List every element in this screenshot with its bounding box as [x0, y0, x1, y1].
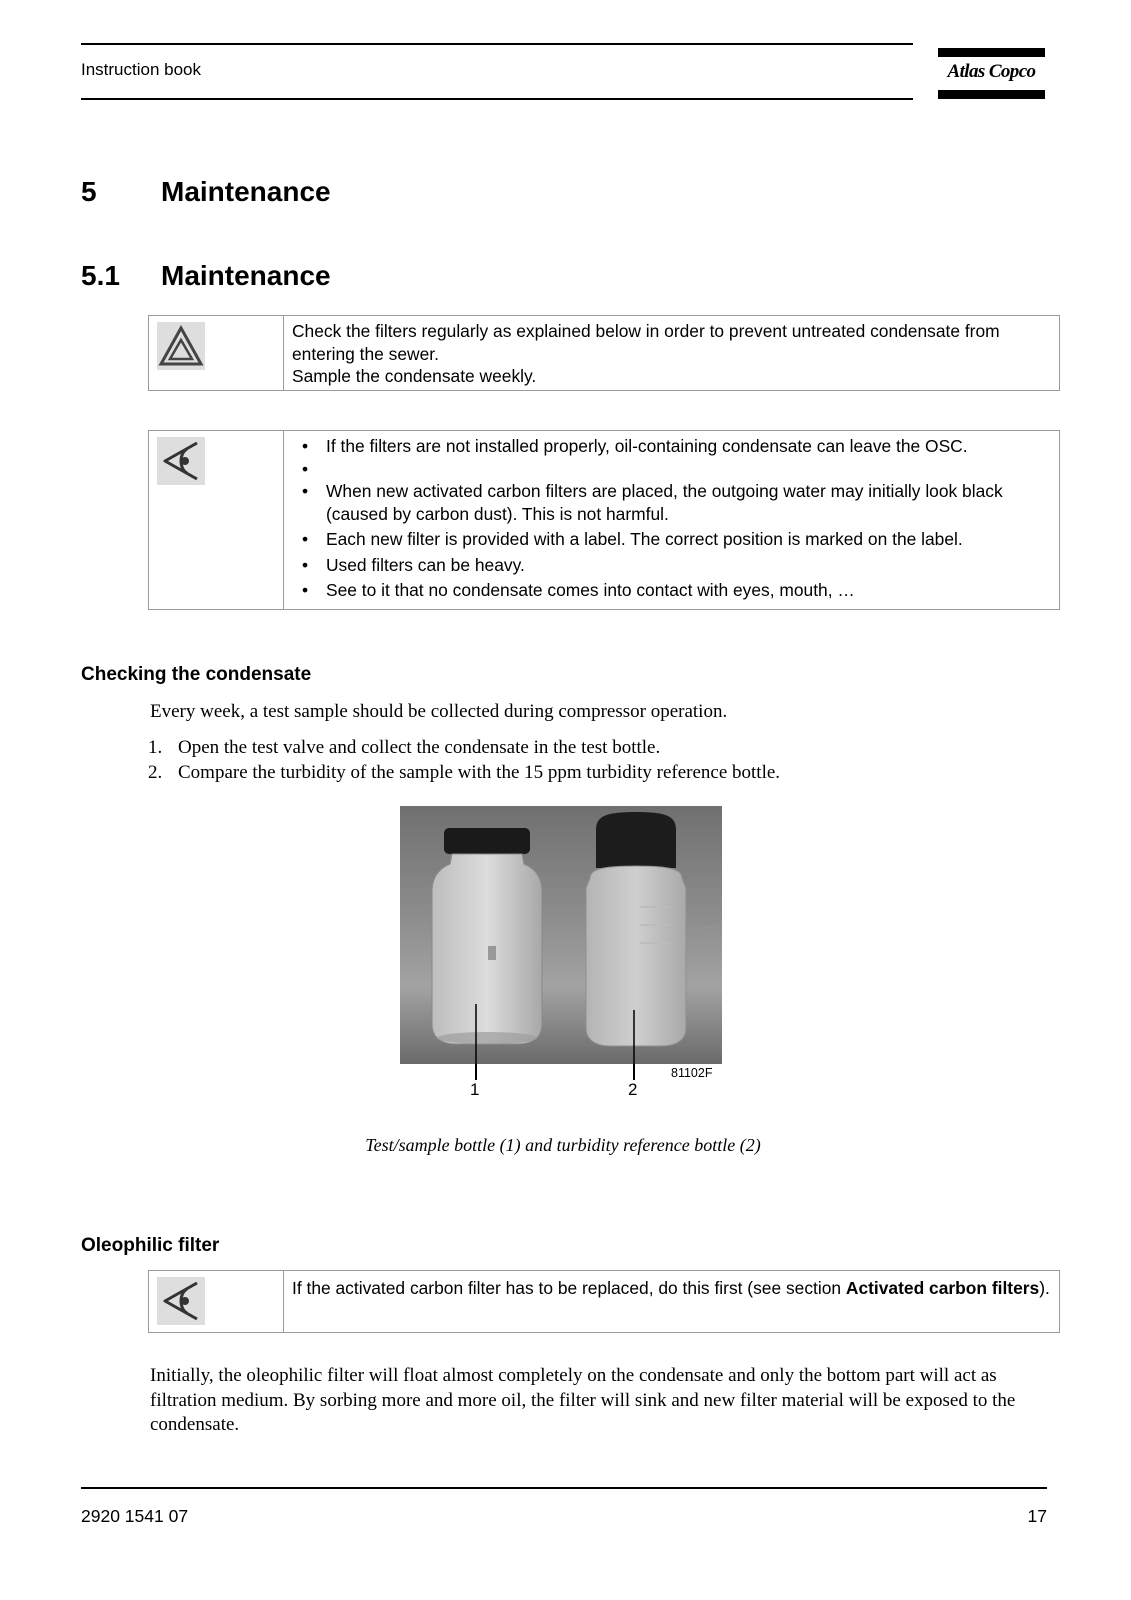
- warning-line-1: Check the filters regularly as explained below in order to prevent untreated condensate from entering the sewer.: [292, 321, 1000, 364]
- section-number: 5.1: [81, 260, 120, 291]
- note-text-after: ).: [1039, 1278, 1050, 1298]
- step-2-number: 2.: [148, 761, 163, 783]
- activated-carbon-filters-ref: Activated carbon filters: [845, 1278, 1040, 1298]
- note-bullet-2: [292, 458, 1055, 481]
- header-top-rule: [81, 43, 913, 45]
- footer-rule: [81, 1487, 1047, 1489]
- section-heading: [81, 260, 581, 296]
- checking-steps: [148, 736, 1048, 785]
- info-note-box: [148, 430, 1060, 610]
- step-1-number: 1.: [148, 737, 163, 758]
- bottles-photo: [400, 806, 722, 1064]
- logo-wordmark: Atlas Copco: [947, 61, 1036, 82]
- warning-note-box: [148, 315, 1060, 391]
- atlas-copco-logo: [938, 48, 1045, 100]
- header-bottom-rule: [81, 98, 913, 100]
- header-title: Instruction book: [81, 60, 202, 79]
- warning-triangle-icon: [157, 322, 205, 370]
- checking-heading: Checking the condensate: [81, 664, 312, 685]
- chapter-heading: [81, 176, 581, 212]
- eye-icon: [157, 437, 205, 485]
- warning-text: [292, 320, 1055, 388]
- note-bullet-3: • When new activated carbon filters are placed, the outgoing water may initially look black (caused by carbon dust). This is not harmful.: [292, 480, 1055, 525]
- oleophilic-paragraph: Initially, the oleophilic filter will float almost completely on the condensate and only the bottom part will act as filtration medium. By sorbing more and more oil, the filter will sink and new filter material will be exposed to the condensate.: [150, 1365, 1016, 1435]
- step-2-text: Compare the turbidity of the sample with the 15 ppm turbidity reference bottle.: [178, 761, 781, 783]
- callout-label-2: 2: [628, 1080, 638, 1099]
- warning-line-2: Sample the condensate weekly.: [292, 366, 537, 386]
- note-bullet-list: [292, 435, 1055, 602]
- chapter-title: Maintenance: [161, 176, 331, 207]
- note-text-before: If the activated carbon filter has to be replaced, do this first (see section: [292, 1278, 846, 1298]
- callout-line-1: [475, 1064, 477, 1080]
- note-bullet-6: • See to it that no condensate comes into contact with eyes, mouth, …: [292, 579, 1055, 602]
- chapter-number: 5: [81, 176, 97, 207]
- oleophilic-note-text: [292, 1277, 1055, 1300]
- footer-page-number: 17: [1027, 1506, 1047, 1526]
- checking-intro: Every week, a test sample should be collected during compressor operation.: [150, 701, 728, 722]
- section-title: Maintenance: [161, 260, 331, 291]
- callout-line-2: [633, 1064, 635, 1080]
- note-bullet-1: • If the filters are not installed properly, oil-containing condensate can leave the OSC.: [292, 435, 1055, 458]
- step-2: [148, 761, 1048, 786]
- note-bullet-4: • Each new filter is provided with a label. The correct position is marked on the label.: [292, 528, 1055, 551]
- callout-label-1: 1: [470, 1080, 480, 1099]
- note-bullet-5: • Used filters can be heavy.: [292, 554, 1055, 577]
- eye-icon: [157, 1277, 205, 1325]
- figure-caption: Test/sample bottle (1) and turbidity reference bottle (2): [365, 1135, 761, 1155]
- step-1: [148, 736, 1048, 761]
- oleophilic-heading: Oleophilic filter: [81, 1235, 220, 1256]
- step-1-text: Open the test valve and collect the condensate in the test bottle.: [178, 737, 661, 758]
- figure-code: 81102F: [671, 1066, 713, 1080]
- footer-doc-number: 2920 1541 07: [81, 1506, 189, 1526]
- oleophilic-note-box: [148, 1270, 1060, 1333]
